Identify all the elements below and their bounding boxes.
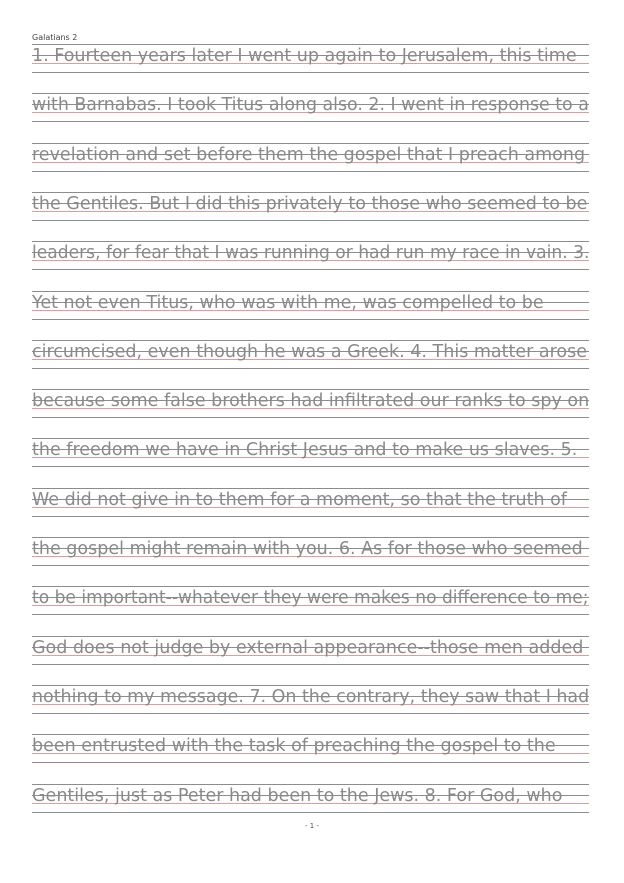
descender-rule	[32, 713, 589, 714]
top-rule	[32, 389, 589, 390]
descender-rule	[32, 812, 589, 813]
ruled-line-row	[32, 784, 589, 814]
tracing-text-line: because some false brothers had infiltrated our ranks to spy on	[32, 391, 590, 412]
top-rule	[32, 586, 589, 587]
tracing-text-line: We did not give in to them for a moment, so that the truth of	[32, 489, 567, 510]
descender-rule	[32, 319, 589, 320]
tracing-text-line: to be important--whatever they were makes no difference to me;	[32, 588, 589, 609]
descender-rule	[32, 417, 589, 418]
top-rule	[32, 192, 589, 193]
descender-rule	[32, 72, 589, 73]
ruled-line-row	[32, 44, 589, 74]
descender-rule	[32, 565, 589, 566]
descender-rule	[32, 121, 589, 122]
ruled-line-row	[32, 734, 589, 764]
top-rule	[32, 734, 589, 735]
ruled-line-row	[32, 389, 589, 419]
ruled-line-row	[32, 586, 589, 616]
top-rule	[32, 537, 589, 538]
page-number: - 1 -	[305, 822, 319, 830]
ruled-line-row	[32, 488, 589, 518]
tracing-text-line: Gentiles, just as Peter had been to the Jews. 8. For God, who	[32, 785, 563, 806]
ruled-line-row	[32, 241, 589, 271]
ruled-line-row	[32, 93, 589, 123]
tracing-text-line: the freedom we have in Christ Jesus and to make us slaves. 5.	[32, 440, 578, 461]
top-rule	[32, 636, 589, 637]
tracing-text-line: the Gentiles. But I did this privately to those who seemed to be	[32, 193, 588, 214]
tracing-text-line: with Barnabas. I took Titus along also. 2. I went in response to a	[32, 95, 589, 116]
descender-rule	[32, 269, 589, 270]
top-rule	[32, 784, 589, 785]
ruled-line-row	[32, 685, 589, 715]
tracing-text-line: the gospel might remain with you. 6. As for those who seemed	[32, 539, 583, 559]
top-rule	[32, 44, 589, 45]
top-rule	[32, 488, 589, 489]
descender-rule	[32, 466, 589, 467]
descender-rule	[32, 614, 589, 615]
top-rule	[32, 93, 589, 94]
ruled-line-row	[32, 438, 589, 468]
top-rule	[32, 143, 589, 144]
tracing-text-line: nothing to my message. 7. On the contrary, they saw that I had	[32, 686, 590, 707]
descender-rule	[32, 368, 589, 369]
page-header-title: Galatians 2	[32, 33, 78, 42]
tracing-text-line: leaders, for fear that I was running or had run my race in vain. 3.	[32, 243, 590, 264]
tracing-text-line: revelation and set before them the gospel that I preach among	[32, 144, 586, 165]
tracing-text-line: been entrusted with the task of preaching the gospel to the	[32, 736, 556, 757]
descender-rule	[32, 171, 589, 172]
ruled-line-row	[32, 291, 589, 321]
descender-rule	[32, 516, 589, 517]
tracing-text-line: circumcised, even though he was a Greek. 4. This matter arose	[32, 341, 588, 362]
top-rule	[32, 291, 589, 292]
ruled-line-row	[32, 340, 589, 370]
ruled-line-row	[32, 636, 589, 666]
tracing-text-line: Yet not even Titus, who was with me, was compelled to be	[32, 292, 544, 313]
ruled-line-row	[32, 143, 589, 173]
ruled-line-row	[32, 537, 589, 567]
ruled-line-row	[32, 192, 589, 222]
descender-rule	[32, 220, 589, 221]
top-rule	[32, 241, 589, 242]
top-rule	[32, 340, 589, 341]
top-rule	[32, 438, 589, 439]
top-rule	[32, 685, 589, 686]
tracing-text-line: God does not judge by external appearance--those men added	[32, 637, 584, 658]
descender-rule	[32, 664, 589, 665]
descender-rule	[32, 762, 589, 763]
tracing-text-line: 1. Fourteen years later I went up again to Jerusalem, this time	[32, 46, 577, 66]
